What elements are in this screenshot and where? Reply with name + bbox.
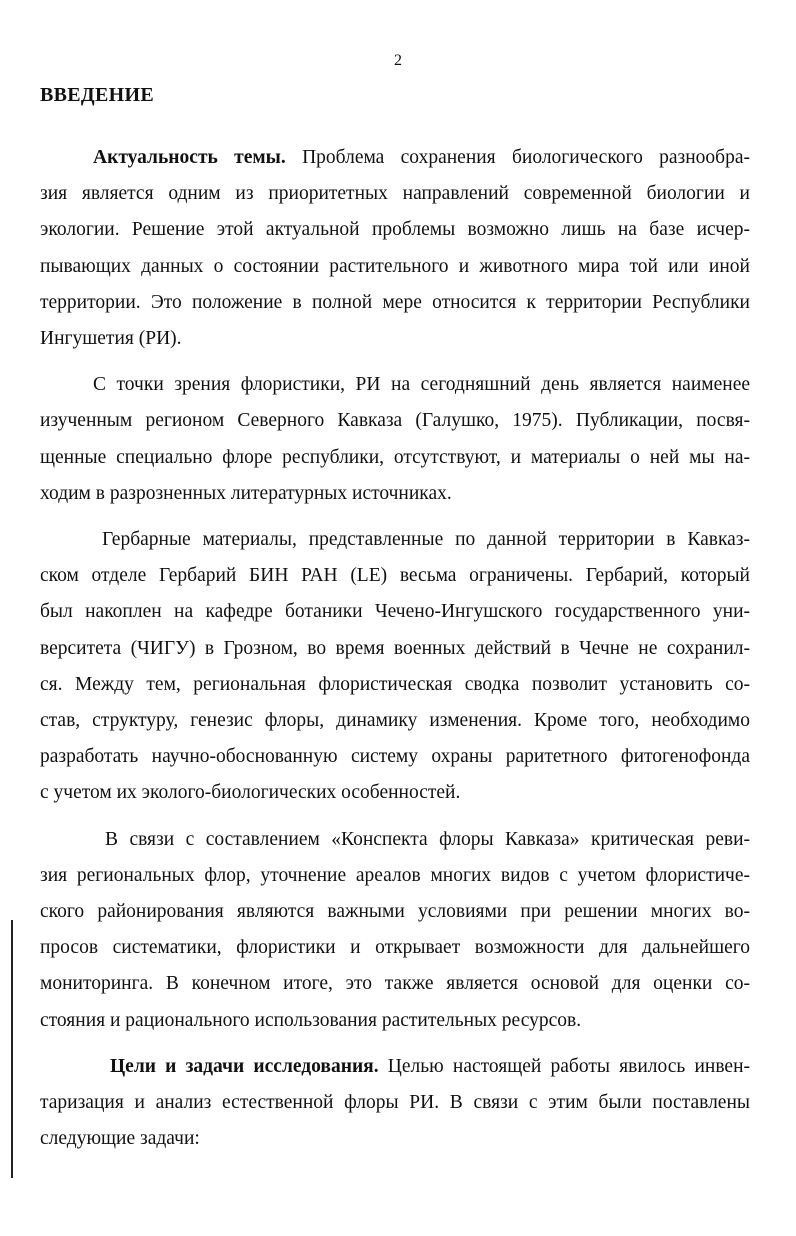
text-line: стояния и рационального использования растительных ресурсов. — [40, 1009, 582, 1031]
paragraph-goals — [40, 1049, 750, 1158]
paragraph-floristics — [40, 367, 750, 512]
text-line — [40, 1049, 750, 1085]
paragraph-conspectus — [40, 822, 750, 1039]
text-line: став, структуру, генезис флоры, динамику изменения. Кроме того, необходимо — [40, 710, 750, 732]
text-line: В связи с составлением «Конспекта флоры Кавказа» критическая реви- — [105, 828, 750, 850]
text-line: просов систематики, флористики и открывает возможности для дальнейшего — [40, 937, 750, 959]
bold-lead-goals: Цели и задачи исследования. — [110, 1055, 379, 1077]
body-text — [40, 140, 750, 1167]
text-line: с учетом их эколого-биологических особенностей. — [40, 782, 461, 804]
page-number: 2 — [394, 52, 402, 69]
text-line: таризация и анализ естественной флоры РИ. В связи с этим были поставлены — [40, 1092, 750, 1114]
text-line: зия является одним из приоритетных направлений современной биологии и — [40, 183, 750, 205]
text-line: ходим в разрозненных литературных источниках. — [40, 482, 452, 504]
text-line: щенные специально флоре республики, отсутствуют, и материалы о ней мы на- — [40, 446, 750, 468]
text-line — [40, 140, 750, 176]
section-heading: ВВЕДЕНИЕ — [40, 84, 154, 106]
text-line: Гербарные материалы, представленные по данной территории в Кавказ- — [102, 529, 750, 551]
text-line: ся. Между тем, региональная флористическая сводка позволит установить со- — [40, 673, 750, 695]
text-line: пывающих данных о состоянии растительного и животного мира той или иной — [40, 255, 750, 277]
text-line: ского районирования являются важными условиями при решении многих во- — [40, 901, 750, 923]
text-line: С точки зрения флористики, РИ на сегодняшний день является наименее — [93, 374, 750, 396]
text-line: Ингушетия (РИ). — [40, 328, 182, 350]
text-line: следующие задачи: — [40, 1128, 200, 1150]
paragraph-relevance — [40, 140, 750, 357]
text-line: ском отделе Гербарий БИН РАН (LE) весьма ограничены. Гербарий, который — [40, 565, 750, 587]
text-line: мониторинга. В конечном итоге, это также является основой для оценки со- — [40, 973, 750, 995]
text-run: Целью настоящей работы явилось инвен- — [378, 1055, 750, 1077]
text-run: Проблема сохранения биологического разнообра- — [285, 147, 751, 168]
paragraph-herbarium — [40, 522, 750, 812]
text-line: экологии. Решение этой актуальной проблемы возможно лишь на базе исчер- — [40, 219, 750, 241]
text-line: зия региональных флор, уточнение ареалов многих видов с учетом флористиче- — [40, 864, 750, 886]
scan-edge-mark — [11, 920, 13, 1178]
text-line: верситета (ЧИГУ) в Грозном, во время военных действий в Чечне не сохранил- — [40, 637, 750, 659]
text-line: разработать научно-обоснованную систему охраны раритетного фитогенофонда — [40, 746, 750, 768]
bold-lead-relevance: Актуальность темы. — [93, 147, 286, 168]
text-line: территории. Это положение в полной мере относится к территории Республики — [40, 291, 750, 313]
text-line: изученным регионом Северного Кавказа (Галушко, 1975). Публикации, посвя- — [40, 410, 750, 432]
text-line: был накоплен на кафедре ботаники Чечено-Ингушского государственного уни- — [40, 601, 750, 623]
